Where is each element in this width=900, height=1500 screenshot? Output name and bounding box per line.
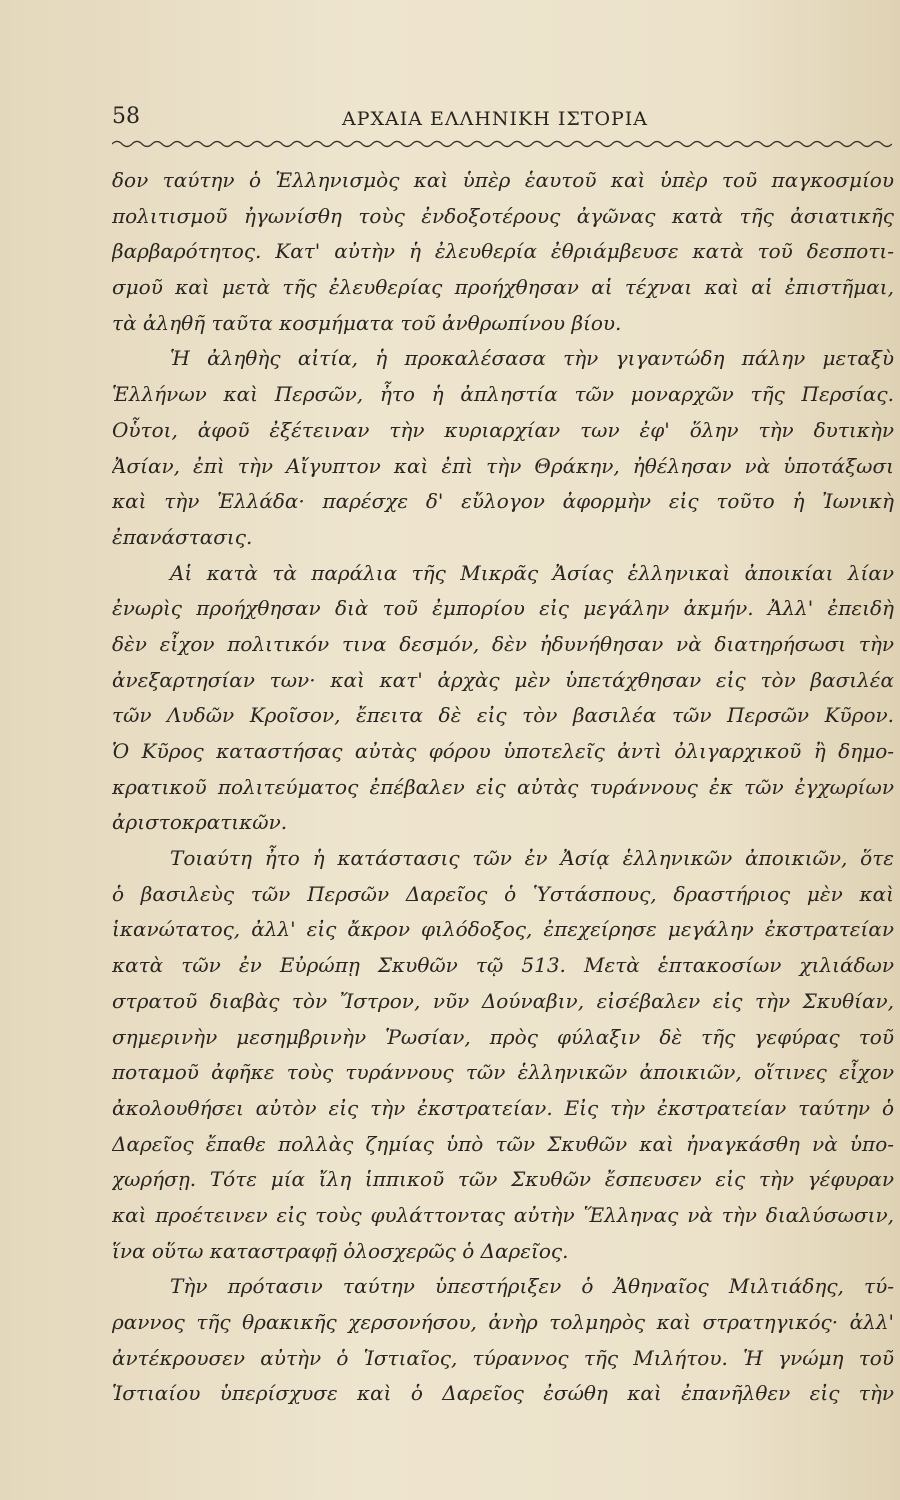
text-line: Ὁ Κῦρος καταστήσας αὐτὰς φόρου ὑποτελεῖς ἀντὶ ὀλιγαρχικοῦ ἢ δημο- xyxy=(112,739,894,763)
text-line: ποταμοῦ ἀφῆκε τοὺς τυράννους τῶν ἑλληνικῶν ἀποικιῶν, οἵτινες εἶχον xyxy=(112,1060,894,1085)
text-line: ὁ βασιλεὺς τῶν Περσῶν Δαρεῖος ὁ Ὑστάσπους, δραστήριος μὲν καὶ xyxy=(112,881,894,906)
text-line: κατὰ τῶν ἐν Εὐρώπῃ Σκυθῶν τῷ 513. Μετὰ ἑπτακοσίων χιλιάδων xyxy=(112,953,894,978)
text-line: τὰ ἀληθῆ ταῦτα κοσμήματα τοῦ ἀνθρωπίνου βίου. xyxy=(112,310,622,335)
text-line: Ἑλλήνων καὶ Περσῶν, ἦτο ἡ ἀπληστία τῶν μοναρχῶν τῆς Περσίας. xyxy=(112,382,894,407)
text-line: χωρήσῃ. Τότε μία ἴλη ἱππικοῦ τῶν Σκυθῶν ἔσπευσεν εἰς τὴν γέφυραν xyxy=(112,1167,894,1192)
body-text xyxy=(112,163,894,1412)
text-line: τῶν Λυδῶν Κροῖσον, ἔπειτα δὲ εἰς τὸν βασιλέα τῶν Περσῶν Κῦρον. xyxy=(112,703,894,728)
text-line: Τὴν πρότασιν ταύτην ὑπεστήριξεν ὁ Ἀθηναῖος Μιλτιάδης, τύ- xyxy=(170,1274,894,1299)
text-line: ἀκολουθήσει αὐτὸν εἰς τὴν ἐκστρατείαν. Εἰς τὴν ἐκστρατείαν ταύτην ὁ xyxy=(112,1095,894,1120)
text-line: Οὗτοι, ἀφοῦ ἐξέτειναν τὴν κυριαρχίαν των ἐφ' ὅλην τὴν δυτικὴν xyxy=(112,417,894,442)
text-line: ἀνεξαρτησίαν των· καὶ κατ' ἀρχὰς μὲν ὑπετάχθησαν εἰς τὸν βασιλέα xyxy=(112,667,894,692)
text-line: καὶ προέτεινεν εἰς τοὺς φυλάττοντας αὐτὴν Ἕλληνας νὰ τὴν διαλύσωσιν, xyxy=(112,1202,894,1227)
text-line: στρατοῦ διαβὰς τὸν Ἴστρον, νῦν Δούναβιν, εἰσέβαλεν εἰς τὴν Σκυθίαν, xyxy=(112,988,894,1013)
ornamental-rule xyxy=(112,134,892,154)
text-line: Ἱστιαίου ὑπερίσχυσε καὶ ὁ Δαρεῖος ἐσώθη καὶ ἐπανῆλθεν εἰς τὴν xyxy=(112,1381,894,1406)
text-line: ἀριστοκρατικῶν. xyxy=(112,810,288,835)
text-line: ἵνα οὕτω καταστραφῇ ὁλοσχερῶς ὁ Δαρεῖος. xyxy=(112,1238,569,1263)
text-line: Ἀσίαν, ἐπὶ τὴν Αἴγυπτον καὶ ἐπὶ τὴν Θράκην, ἠθέλησαν νὰ ὑποτάξωσι xyxy=(112,453,894,478)
text-line: ραννος τῆς θρακικῆς χερσονήσου, ἀνὴρ τολμηρὸς καὶ στρατηγικός· ἀλλ' xyxy=(112,1310,894,1334)
text-line: ἱκανώτατος, ἀλλ' εἰς ἄκρον φιλόδοξος, ἐπεχείρησε μεγάλην ἐκστρατείαν xyxy=(112,917,894,942)
page-number: 58 xyxy=(112,104,140,129)
text-line: κρατικοῦ πολιτεύματος ἐπέβαλεν εἰς αὐτὰς τυράννους ἐκ τῶν ἐγχωρίων xyxy=(112,774,894,799)
text-line: σημερινὴν μεσημβρινὴν Ῥωσίαν, πρὸς φύλαξιν δὲ τῆς γεφύρας τοῦ xyxy=(112,1024,894,1049)
running-title: ΑΡΧΑΙΑ ΕΛΛΗΝΙΚΗ ΙΣΤΟΡΙΑ xyxy=(342,108,649,130)
text-line: ἀντέκρουσεν αὐτὴν ὁ Ἱστιαῖος, τύραννος τῆς Μιλήτου. Ἡ γνώμη τοῦ xyxy=(112,1345,894,1370)
text-line: πολιτισμοῦ ἠγωνίσθη τοὺς ἐνδοξοτέρους ἀγῶνας κατὰ τῆς ἀσιατικῆς xyxy=(112,203,894,228)
text-line: Αἱ κατὰ τὰ παράλια τῆς Μικρᾶς Ἀσίας ἑλληνικαὶ ἀποικίαι λίαν xyxy=(170,560,894,585)
text-line: δον ταύτην ὁ Ἑλληνισμὸς καὶ ὑπὲρ ἑαυτοῦ καὶ ὑπὲρ τοῦ παγκοσμίου xyxy=(112,168,894,192)
text-line: καὶ τὴν Ἑλλάδα· παρέσχε δ' εὔλογον ἀφορμὴν εἰς τοῦτο ἡ Ἰωνικὴ xyxy=(112,489,894,514)
text-line: ἐνωρὶς προήχθησαν διὰ τοῦ ἐμπορίου εἰς μεγάλην ἀκμήν. Ἀλλ' ἐπειδὴ xyxy=(112,596,894,621)
text-line: σμοῦ καὶ μετὰ τῆς ἐλευθερίας προήχθησαν αἱ τέχναι καὶ αἱ ἐπιστῆμαι, xyxy=(112,275,894,300)
text-line: βαρβαρότητος. Κατ' αὐτὴν ἡ ἐλευθερία ἐθριάμβευσε κατὰ τοῦ δεσποτι- xyxy=(112,239,894,264)
text-line: ἐπανάστασις. xyxy=(112,524,253,549)
text-line: δὲν εἶχον πολιτικόν τινα δεσμόν, δὲν ἠδυνήθησαν νὰ διατηρήσωσι τὴν xyxy=(112,631,894,656)
text-line: Δαρεῖος ἔπαθε πολλὰς ζημίας ὑπὸ τῶν Σκυθῶν καὶ ἠναγκάσθη νὰ ὑπο- xyxy=(112,1131,894,1156)
text-line: Ἡ ἀληθὴς αἰτία, ἡ προκαλέσασα τὴν γιγαντώδη πάλην μεταξὺ xyxy=(170,346,894,371)
text-line: Τοιαύτη ἦτο ἡ κατάστασις τῶν ἐν Ἀσίᾳ ἑλληνικῶν ἀποικιῶν, ὅτε xyxy=(170,846,894,871)
